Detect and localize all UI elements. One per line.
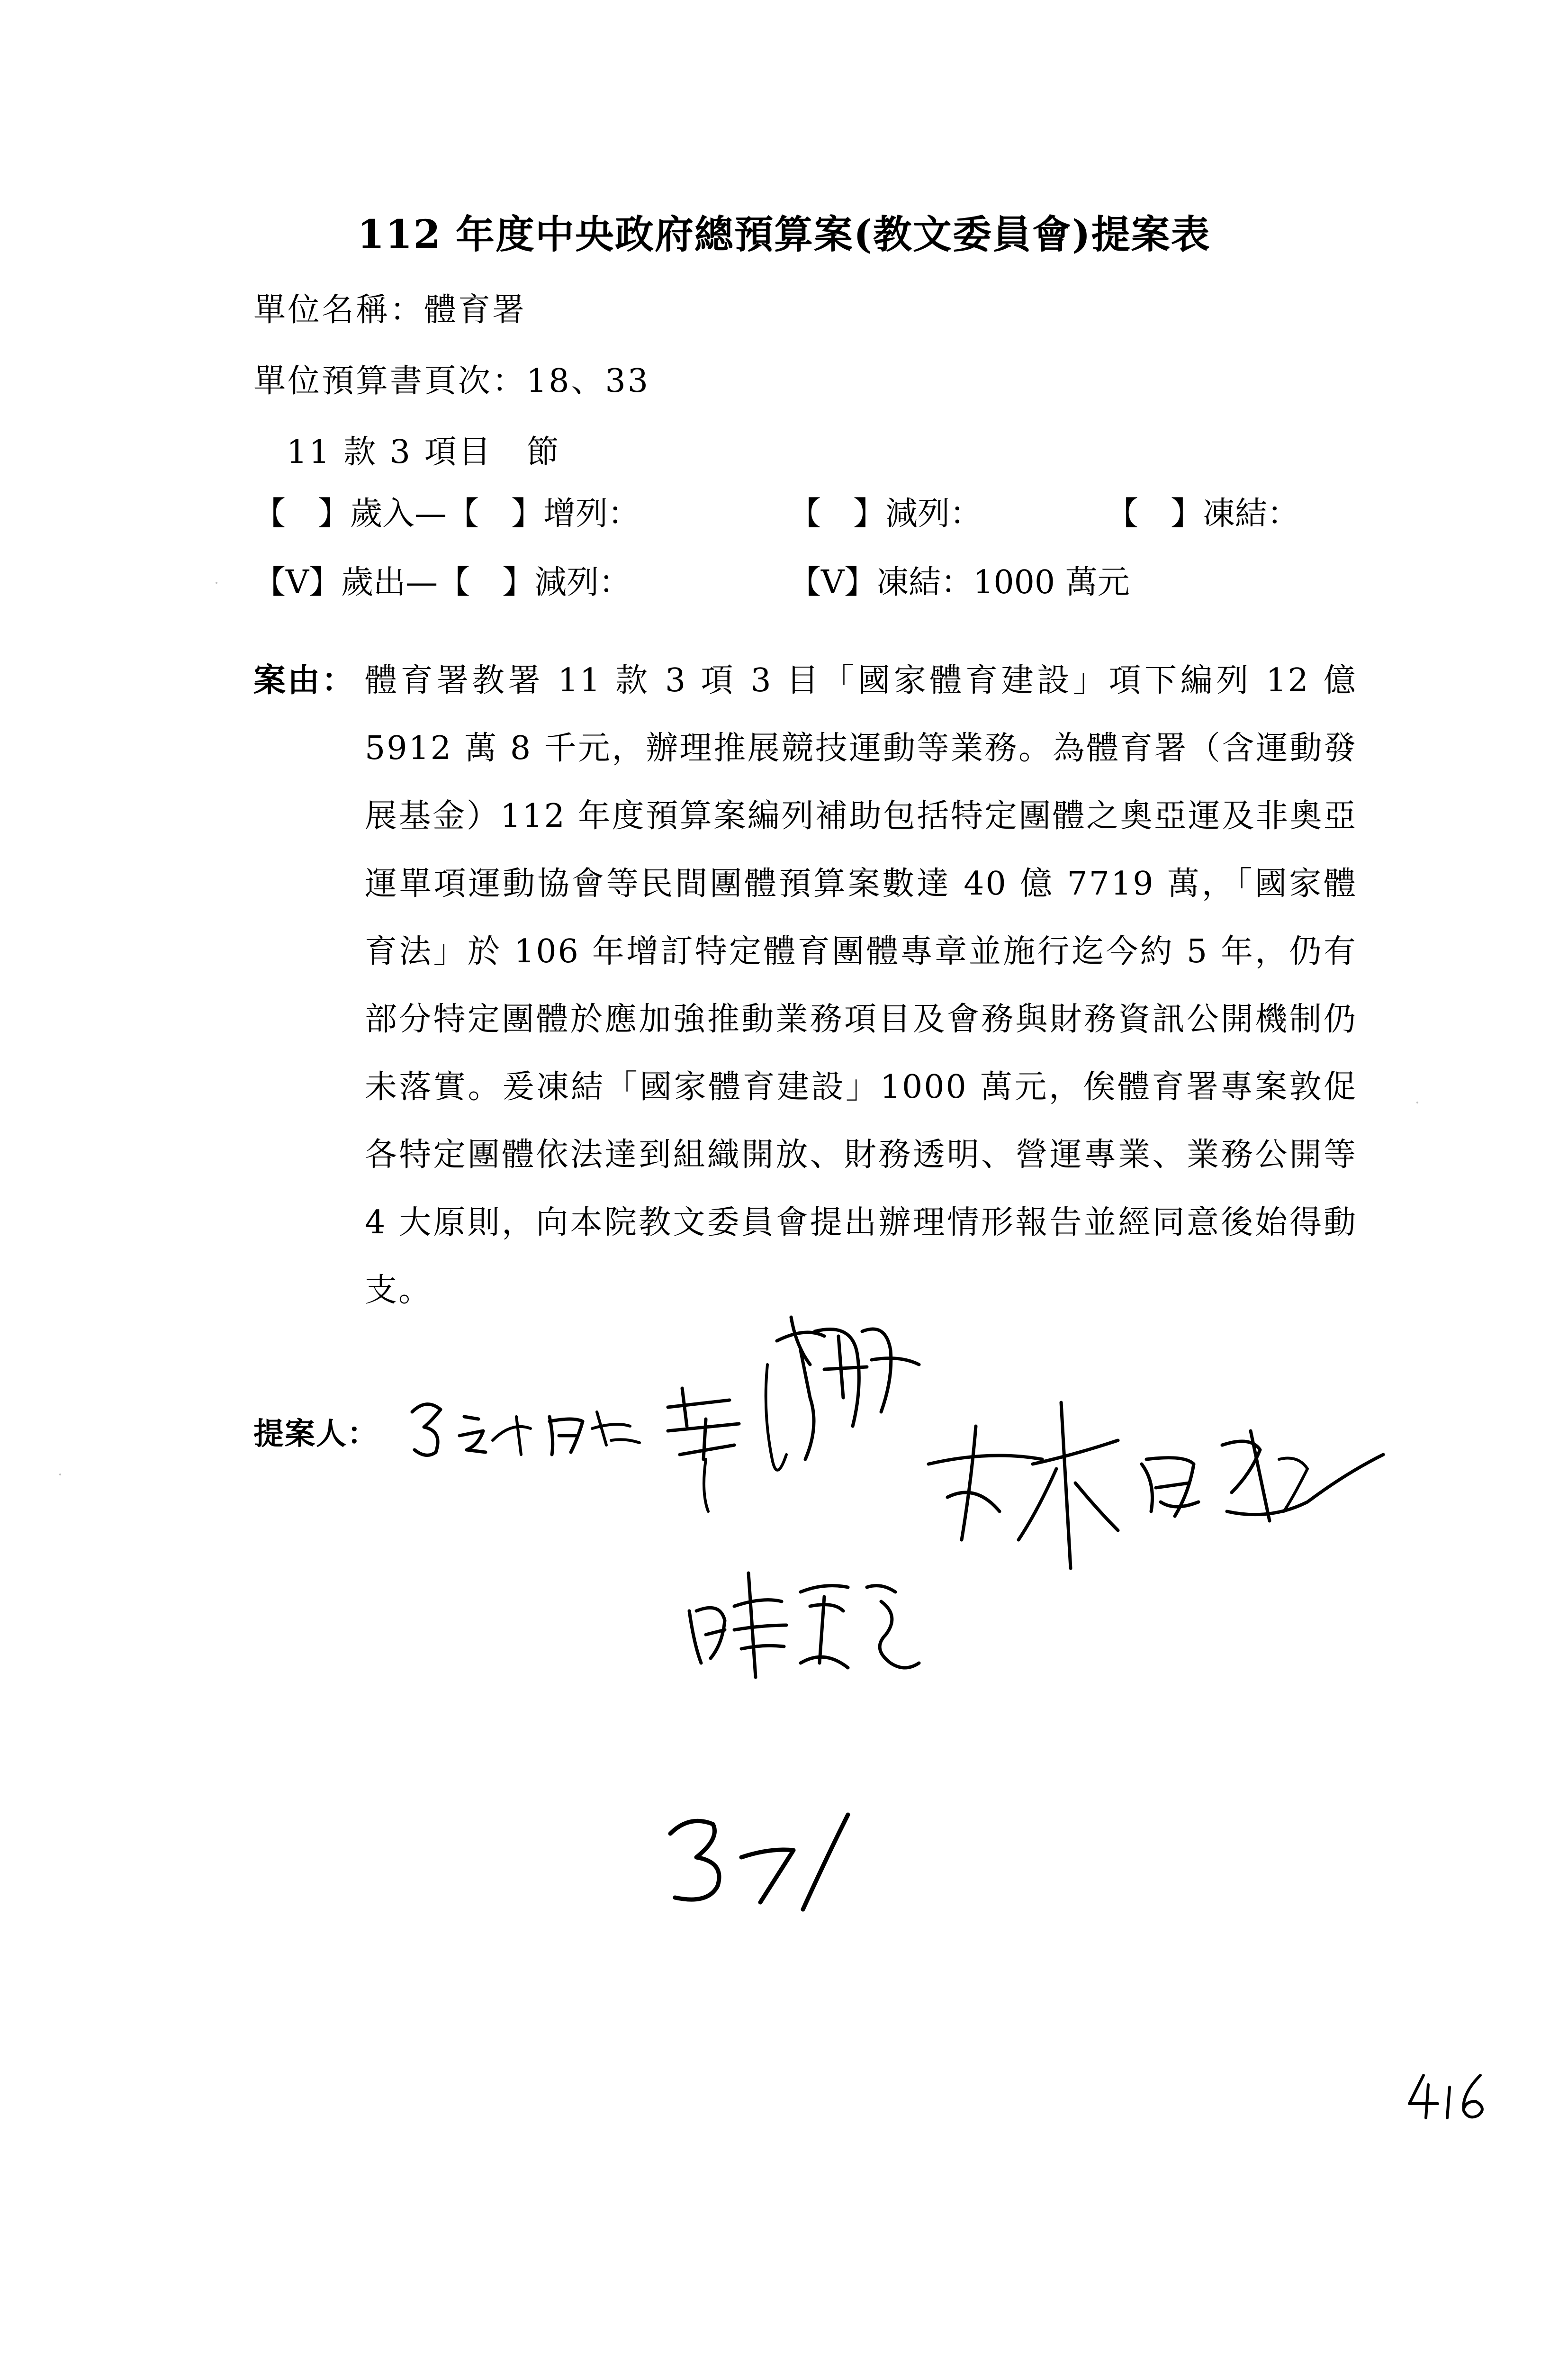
signature-2 bbox=[654, 1303, 928, 1568]
handwritten-number-371 bbox=[661, 1805, 860, 1919]
document-title: 112 年度中央政府總預算案(教文委員會)提案表 bbox=[357, 212, 1211, 257]
revenue-freeze-field: 【 】凍結： bbox=[1106, 495, 1300, 533]
expenditure-decrease-field: 【V】歲出—【 】減列： bbox=[253, 564, 631, 601]
unit-name: 單位名稱：體育署 bbox=[253, 291, 527, 329]
reason-label: 案由： bbox=[253, 661, 356, 699]
proposer-label: 提案人： bbox=[253, 1416, 378, 1452]
revenue-decrease-field: 【 】減列： bbox=[789, 495, 982, 533]
scan-speck bbox=[59, 1474, 61, 1475]
page-number bbox=[1405, 2071, 1495, 2123]
scan-speck bbox=[216, 582, 217, 584]
scan-speck bbox=[1416, 1102, 1418, 1103]
item-section-line: 11 款 3 項目 節 bbox=[287, 434, 561, 471]
budget-page-numbers: 單位預算書頁次：18、33 bbox=[253, 362, 650, 400]
revenue-increase-field: 【 】歲入—【 】增列： bbox=[253, 495, 640, 533]
signature-4 bbox=[682, 1554, 928, 1696]
handwritten-number-drawing bbox=[661, 2260, 860, 2369]
signature-3 bbox=[919, 1388, 1393, 1616]
signature-1 bbox=[407, 1383, 654, 1464]
reason-text: 體育署教署 11 款 3 項 3 目「國家體育建設」項下編列 12 億 5912 萬 8 千元，辦理推展競技運動等業務。為體育署（含運動發展基金）112 年度預算案編列補助包括特定團體之奧亞運及非奧亞運單項運動協會等民間團體預算案數達 40 億 7719 萬，「國家體育法」於 106 年增訂特定體育團體專章並施行迄今約 5 年，仍有部分特定團體於應加強推動業務項目及會務與財務資訊公開機制仍未落實。爰凍結「國家體育建設」1000 萬元，俟體育署專案敦促各特定團體依法達到組織開放、財務透明、營運專業、業務公開等 4 大原則，向本院教文委員會提出辦理情形報告並經同意後始得動支。 bbox=[365, 662, 1357, 1309]
expenditure-freeze-field: 【V】凍結：1000 萬元 bbox=[789, 564, 1130, 601]
